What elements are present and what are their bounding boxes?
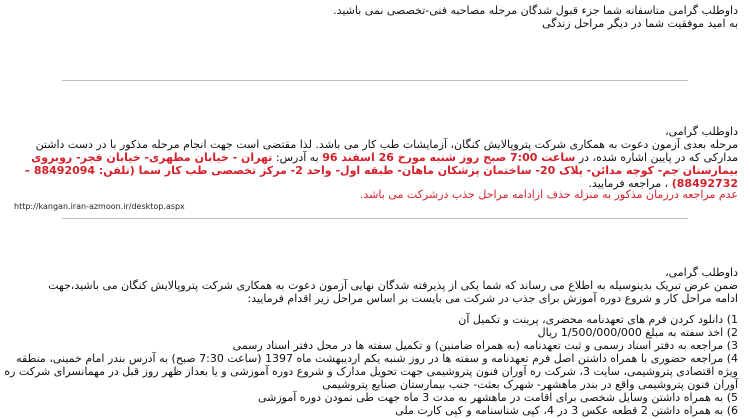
greeting: داوطلب گرامی، bbox=[665, 266, 738, 279]
address: تهران - خیابان مطهری- خیابان فجر- روبروی bbox=[31, 151, 273, 164]
list-item: 4) مراجعه حضوری با همراه داشتن اصل فرم تعهدنامه و سفته ها در روز شنبه یکم اردیبهشت ماه 1397 (ساعت 7:30 صبح) به آدرس بندر امام خمینی، منطقه bbox=[16, 352, 738, 365]
appointment-time: ساعت 7:00 صبح روز شنبه مورخ 26 اسفند 96 bbox=[322, 151, 576, 164]
list-item: ویژه اقتصادی پتروشیمی، سایت 3، شرکت ره آوران فنون پتروشیمی جهت تحویل مدارک و شروع دوره آموزشی و یا بعداز ظهر روز قبل در مهمانسرای شرکت ره bbox=[4, 365, 738, 378]
warning-message: عدم مراجعه درزمان مذکور به منزله حذف ازادامه مراحل جذب درشرکت می باشد. bbox=[359, 188, 738, 201]
list-item: 3) مراجعه به دفتر اسناد رسمی و ثبت تعهدنامه (به همراه ضامنین) و تکمیل سفته ها در محل دفتر اسناد رسمی bbox=[232, 339, 738, 352]
list-item: 6) به همراه داشتن 2 قطعه عکس 3 در 4، کپی شناسنامه و کپی کارت ملی bbox=[395, 404, 738, 417]
text: ، مراجعه فرمایید. bbox=[588, 177, 669, 190]
list-item: آوران فنون پتروشیمی واقع در بندر ماهشهر- شهرک بعثت- جنب بیمارستان صنایع پتروشیمی bbox=[322, 378, 738, 391]
paragraph-line bbox=[31, 151, 738, 164]
paragraph-line: ادامه مراحل کار و شروع دوره آموزش برای جذب در شرکت می بایست بر اساس مراحل زیر اقدام فرمایید: bbox=[247, 292, 738, 305]
text: مدارکی که در پایین اشاره شده، در bbox=[578, 151, 738, 164]
divider bbox=[62, 218, 688, 219]
divider bbox=[62, 80, 688, 81]
greeting: داوطلب گرامی، bbox=[665, 125, 738, 138]
text: به آدرس: bbox=[275, 151, 319, 164]
address-continued: بیمارستان جم- کوچه مدائن- پلاک 20- ساختمان پزشکان ماهان- طبقه اول- واحد 2- مرکز تخصصی طب کار سما (تلفن: 88492094 – bbox=[24, 164, 738, 177]
paragraph-line: ضمن عرض تبریک بدینوسیله به اطلاع می رساند که شما یکی از پذیرفته شدگان نهایی آزمون دعوت به همکاری شرکت پتروپالایش کنگان می باشید،جهت bbox=[48, 279, 738, 292]
list-item: 2) اخذ سفته به مبلغ 1/500/000/000 ریال bbox=[537, 326, 738, 339]
list-item: 5) به همراه داشتن وسایل شخصی برای اقامت در ماهشهر به مدت 3 ماه جهت طی نمودن دوره آموزشی bbox=[257, 391, 738, 404]
rejection-message: داوطلب گرامی متاسفانه شما جزء قبول شدگان مرحله مصاحبه فنی-تخصصی نمی باشید. bbox=[333, 4, 738, 17]
phone-number: 88492732) bbox=[671, 177, 738, 190]
paragraph-line: مرحله بعدی آزمون دعوت به همکاری شرکت پتروپالایش کنگان، آزمایشات طب کار می باشد. لذا مقتضی است جهت انجام مرحله مذکور با در دست داشتن bbox=[35, 138, 738, 151]
list-item: 1) دانلود کردن فرم های تعهدنامه محضری، پرینت و تکمیل آن bbox=[458, 313, 738, 326]
good-luck-message: به امید موفقیت شما در دیگر مراحل زندگی bbox=[542, 17, 738, 30]
page-url[interactable]: http://kangan.iran-azmoon.ir/desktop.aspx bbox=[14, 202, 185, 211]
